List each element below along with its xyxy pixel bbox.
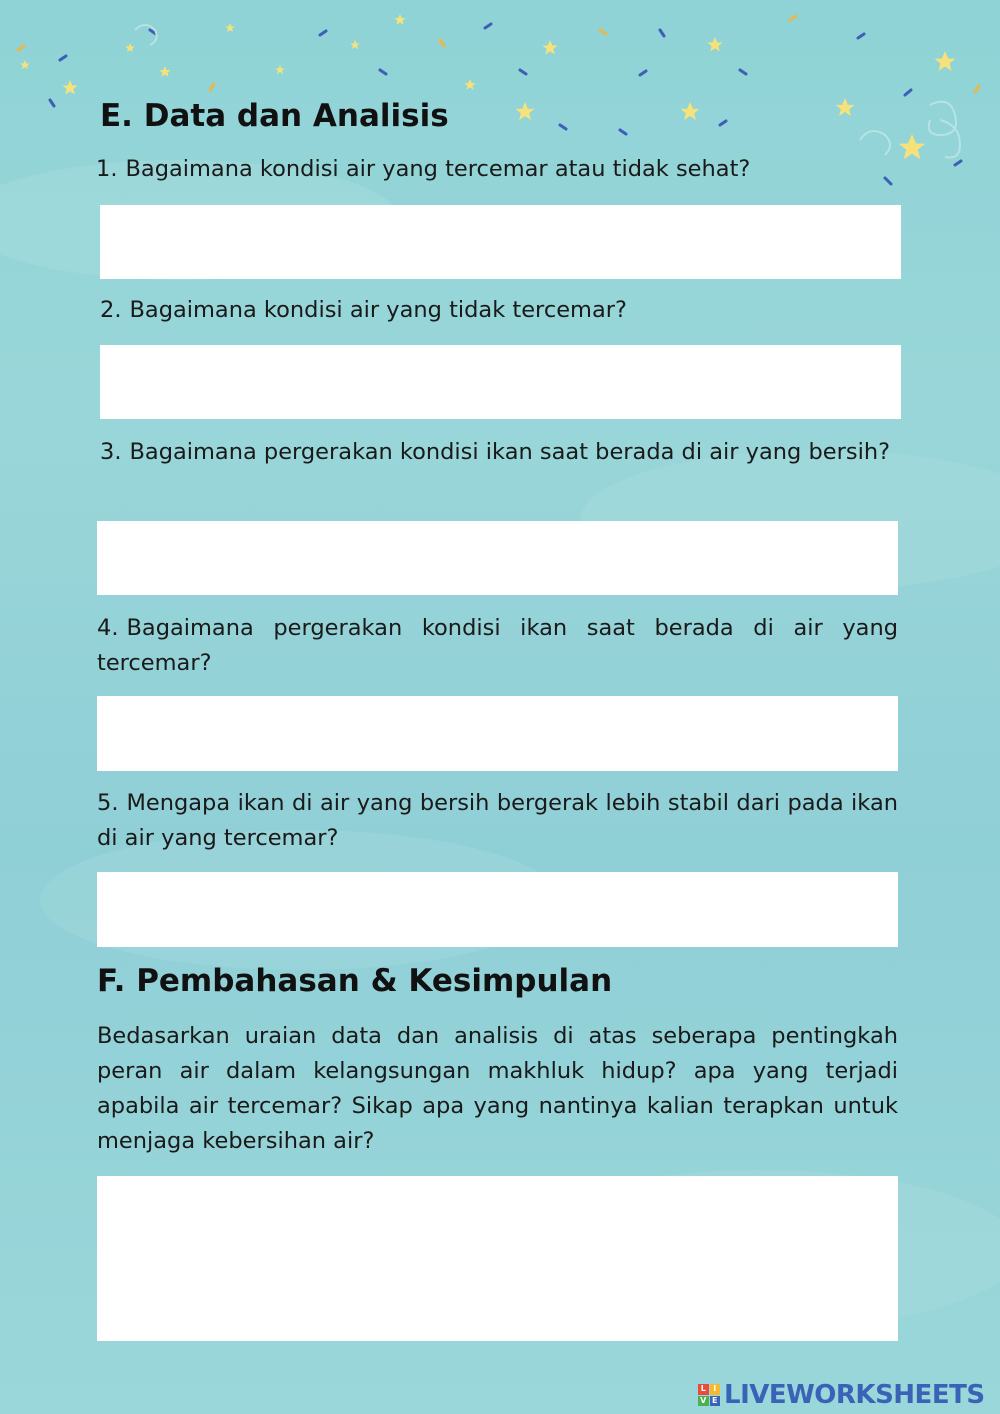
answer-field-2[interactable]: [100, 345, 901, 419]
answer-field-4[interactable]: [97, 696, 898, 771]
question-number: 5.: [97, 790, 119, 816]
question-number: 1.: [96, 156, 118, 182]
question-number: 2.: [100, 297, 122, 323]
question-5: [97, 786, 898, 856]
answer-field-5[interactable]: [97, 872, 898, 947]
liveworksheets-logo[interactable]: [698, 1380, 985, 1410]
conclusion-answer-field[interactable]: [97, 1176, 898, 1341]
question-text: Bagaimana kondisi air yang tidak tercemar?: [129, 297, 627, 323]
logo-letter: V: [698, 1396, 709, 1407]
question-text: Bagaimana kondisi air yang tercemar atau tidak sehat?: [125, 156, 751, 182]
question-text: Bagaimana pergerakan kondisi ikan saat berada di air yang tercemar?: [97, 615, 898, 676]
question-text: Mengapa ikan di air yang bersih bergerak lebih stabil dari pada ikan di air yang tercemar?: [97, 790, 898, 851]
logo-text: LIVEWORKSHEETS: [724, 1380, 985, 1410]
question-1: [96, 152, 902, 187]
section-f-title: F. Pembahasan & Kesimpulan: [97, 963, 613, 999]
question-text: Bagaimana pergerakan kondisi ikan saat berada di air yang bersih?: [129, 439, 891, 465]
question-number: 3.: [100, 439, 122, 465]
section-e-title: E. Data dan Analisis: [100, 98, 449, 134]
section-f-prompt: Bedasarkan uraian data dan analisis di atas seberapa pentingkah peran air dalam kelangsungan makhluk hidup? apa yang terjadi apabila air tercemar? Sikap apa yang nantinya kalian terapkan untuk menjaga kebersihan air?: [97, 1023, 898, 1154]
logo-letter: I: [710, 1384, 721, 1395]
answer-field-1[interactable]: [100, 205, 901, 279]
question-number: 4.: [97, 615, 119, 641]
logo-mark-icon: [698, 1384, 720, 1406]
logo-letter: E: [710, 1396, 721, 1407]
question-4: [97, 611, 898, 681]
question-3: [100, 435, 898, 470]
question-2: [100, 293, 902, 328]
answer-field-3[interactable]: [97, 521, 898, 595]
logo-letter: L: [698, 1384, 709, 1395]
